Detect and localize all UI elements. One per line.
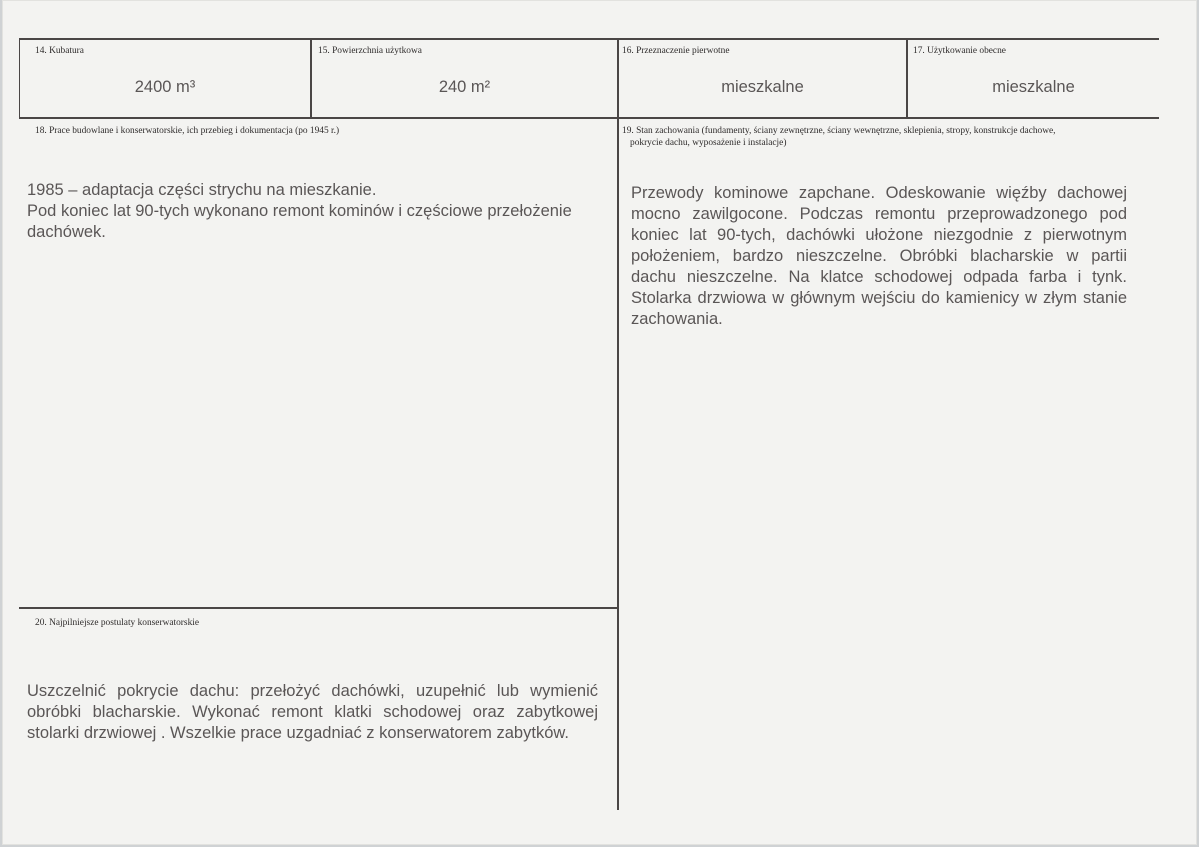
kubatura-value: 2400 m³ xyxy=(134,78,196,96)
kubatura-label: 14. Kubatura xyxy=(35,46,84,56)
stan-zachowania-label-cont: pokrycie dachu, wyposażenie i instalacje) xyxy=(630,138,787,148)
prace-budowlane-label: 18. Prace budowlane i konserwatorskie, ich przebieg i dokumentacja (po 1945 r.) xyxy=(35,126,340,136)
prace-line-1: 1985 – adaptacja części strychu na mieszkanie. xyxy=(27,181,377,199)
prace-line-2: Pod koniec lat 90-tych wykonano remont kominów i częściowe przełożenie dachówek. xyxy=(27,202,572,241)
rule-top xyxy=(19,38,1159,40)
rule-row1-bottom xyxy=(19,117,1159,119)
uzytkowanie-value: mieszkalne xyxy=(992,78,1075,96)
powierzchnia-label: 15. Powierzchnia użytkowa xyxy=(318,46,422,56)
rule-section20-top xyxy=(19,607,619,609)
postulaty-text: Uszczelnić pokrycie dachu: przełożyć dachówki, uzupełnić lub wymienić obróbki blacharskie. Wykonać remont klatki schodowej oraz zabytkowej stolarki drzwiowej . Wszelkie prace uzgadniać z konserwatorem zabytków. xyxy=(27,682,598,742)
stan-zachowania-label: 19. Stan zachowania (fundamenty, ściany zewnętrzne, ściany wewnętrzne, sklepienia, stropy, konstrukcje dachowe, xyxy=(622,126,1056,136)
postulaty-label: 20. Najpilniejsze postulaty konserwatorskie xyxy=(35,618,200,628)
rule-divider-main xyxy=(617,38,619,810)
record-card xyxy=(2,0,1197,845)
uzytkowanie-label: 17. Użytkowanie obecne xyxy=(913,46,1006,56)
stan-zachowania-text: Przewody kominowe zapchane. Odeskowanie więźby dachowej mocno zawilgocone. Podczas remontu przeprowadzonego pod koniec lat 90-tych, dachówki ułożone niezgodnie z pierwotnym położeniem, bardzo nieszczelne. Obróbki blacharskie w partii dachu nieszczelne. Na klatce schodowej odpada farba i tynk. Stolarka drzwiowa w głównym wejściu do kamienicy w złym stanie zachowania. xyxy=(631,184,1127,328)
przeznaczenie-value: mieszkalne xyxy=(721,78,804,96)
powierzchnia-value: 240 m² xyxy=(438,78,491,96)
prace-budowlane-text xyxy=(27,180,587,243)
przeznaczenie-label: 16. Przeznaczenie pierwotne xyxy=(622,46,730,56)
